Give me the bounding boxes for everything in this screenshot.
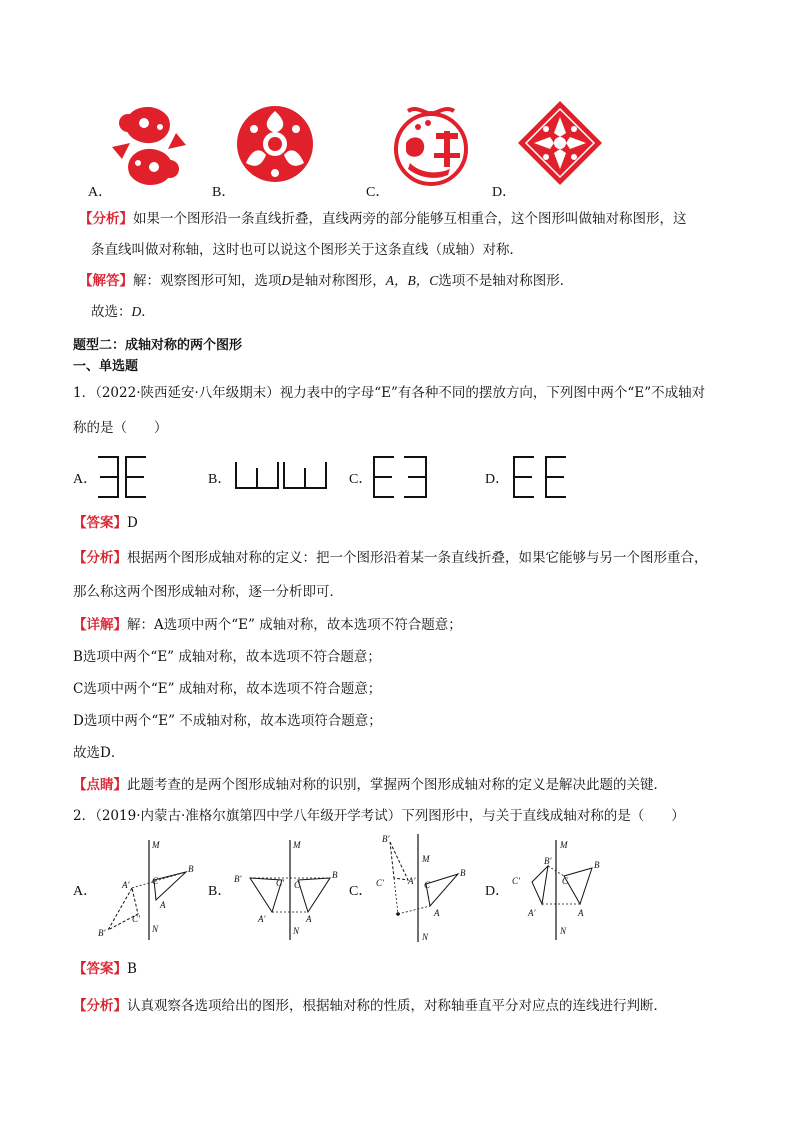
- q1-figure-a: [96, 454, 152, 500]
- prev-analysis-line2: 条直线叫做对称轴，这时也可以说这个图形关于这条直线（成轴）对称．: [91, 242, 523, 258]
- svg-text:B: B: [332, 870, 338, 880]
- svg-text:A': A': [122, 880, 130, 890]
- svg-text:B: B: [460, 868, 466, 878]
- papercut-figure-a: [108, 103, 190, 189]
- q1-stem-line2: 称的是（ ）: [73, 420, 168, 436]
- svg-text:B': B': [98, 928, 106, 938]
- svg-text:M: M: [560, 840, 568, 850]
- q1-option-d: D．: [485, 472, 510, 487]
- svg-text:C': C': [376, 878, 384, 888]
- svg-text:C: C: [562, 876, 569, 886]
- svg-text:C: C: [294, 880, 301, 890]
- q1-figure-b: [233, 460, 329, 490]
- svg-text:A': A': [258, 914, 266, 924]
- solution-tag: 【解答】: [79, 273, 133, 289]
- subsection-title: 一、单选题: [73, 359, 139, 374]
- q1-detail-line2: B选项中两个“E” 成轴对称，故本选项不符合题意；: [73, 649, 381, 665]
- q2-answer: B: [127, 961, 137, 977]
- q2-option-a: A．: [73, 884, 98, 899]
- svg-text:B': B': [382, 834, 390, 844]
- q1-comment-line: 【点睛】此题考查的是两个图形成轴对称的识别，掌握两个图形成轴对称的定义是解决此题的关键．: [73, 777, 667, 793]
- q2-figure-a: [94, 838, 204, 942]
- svg-text:B': B': [234, 874, 242, 884]
- svg-text:A': A': [528, 908, 536, 918]
- q2-answer-line: 【答案】B: [73, 961, 137, 977]
- section-title: 题型二：成轴对称的两个图形: [73, 338, 243, 353]
- svg-text:M: M: [293, 840, 301, 850]
- papercut-option-c: C．: [366, 185, 390, 200]
- svg-text:M: M: [422, 854, 430, 864]
- q2-figure-d: [506, 838, 616, 942]
- svg-text:C: C: [424, 880, 431, 890]
- papercut-figure-d: [516, 99, 604, 187]
- svg-text:N: N: [422, 932, 429, 942]
- prev-analysis-line1: 【分析】如果一个图形沿一条直线折叠，直线两旁的部分能够互相重合，这个图形叫做轴对称图形，这: [79, 211, 687, 227]
- svg-text:B: B: [594, 860, 600, 870]
- q1-figure-d: [510, 454, 570, 500]
- papercut-figure-c: [388, 103, 474, 187]
- svg-text:A: A: [160, 900, 166, 910]
- answer-tag: 【答案】: [73, 515, 127, 531]
- svg-text:B: B: [188, 864, 194, 874]
- q1-analysis-line2: 那么称这两个图形成轴对称，逐一分析即可．: [73, 584, 343, 600]
- analysis-tag: 【分析】: [79, 211, 133, 227]
- q1-option-b: B．: [208, 472, 232, 487]
- q1-stem-line1: 1．（2022·陕西延安·八年级期末）视力表中的字母“E”有各种不同的摆放方向，下列图中两个“E”不成轴对: [73, 385, 706, 401]
- q1-figure-c: [370, 454, 430, 500]
- q1-choose-line: 故选D．: [73, 745, 125, 761]
- q1-analysis-line1: 【分析】根据两个图形成轴对称的定义：把一个图形沿着某一条直线折叠，如果它能够与另一个图形重合，: [73, 550, 708, 566]
- q1-detail-line4: D选项中两个“E” 不成轴对称，故本选项符合题意；: [73, 713, 382, 729]
- papercut-option-a: A．: [88, 185, 113, 200]
- q1-detail-line3: C选项中两个“E” 成轴对称，故本选项不符合题意；: [73, 681, 382, 697]
- prev-solution-line: 【解答】解：观察图形可知，选项D是轴对称图形，A，B，C选项不是轴对称图形．: [79, 273, 574, 289]
- svg-text:C': C': [132, 914, 140, 924]
- q2-option-d: D．: [485, 884, 510, 899]
- q2-stem-line: 2．（2019·内蒙古·准格尔旗第四中学八年级开学考试）下列图形中，与关于直线成轴对称的是（ ）: [73, 808, 685, 824]
- svg-text:A: A: [578, 908, 584, 918]
- svg-text:A: A: [434, 908, 440, 918]
- svg-text:C': C': [512, 876, 520, 886]
- papercut-option-d: D．: [492, 185, 517, 200]
- svg-text:N: N: [560, 926, 567, 936]
- q1-answer: D: [127, 515, 138, 531]
- q1-answer-line: [73, 513, 138, 533]
- svg-text:N: N: [293, 926, 300, 936]
- svg-text:B': B': [544, 856, 552, 866]
- q2a-label-m: M: [152, 840, 160, 850]
- papercut-figure-b: [234, 103, 316, 185]
- papercut-option-b: B．: [212, 185, 236, 200]
- q2-figure-b: [230, 838, 340, 942]
- q2-analysis-line: 【分析】认真观察各选项给出的图形，根据轴对称的性质，对称轴垂直平分对应点的连线进行判断．: [73, 998, 667, 1014]
- q2-option-b: B．: [208, 884, 232, 899]
- prev-choose-line: 故选：D．: [91, 304, 155, 320]
- svg-text:A: A: [306, 914, 312, 924]
- q2-option-c: C．: [349, 884, 373, 899]
- svg-text:C': C': [276, 878, 284, 888]
- q1-option-c: C．: [349, 472, 373, 487]
- q2-figure-c: [368, 832, 478, 944]
- svg-text:A': A': [408, 876, 416, 886]
- q1-detail-line1: 【详解】解：A选项中两个“E” 成轴对称，故本选项不符合题意；: [73, 617, 462, 633]
- svg-text:C: C: [152, 876, 159, 886]
- q2a-label-n: N: [152, 924, 159, 934]
- q1-option-a: A．: [73, 472, 98, 487]
